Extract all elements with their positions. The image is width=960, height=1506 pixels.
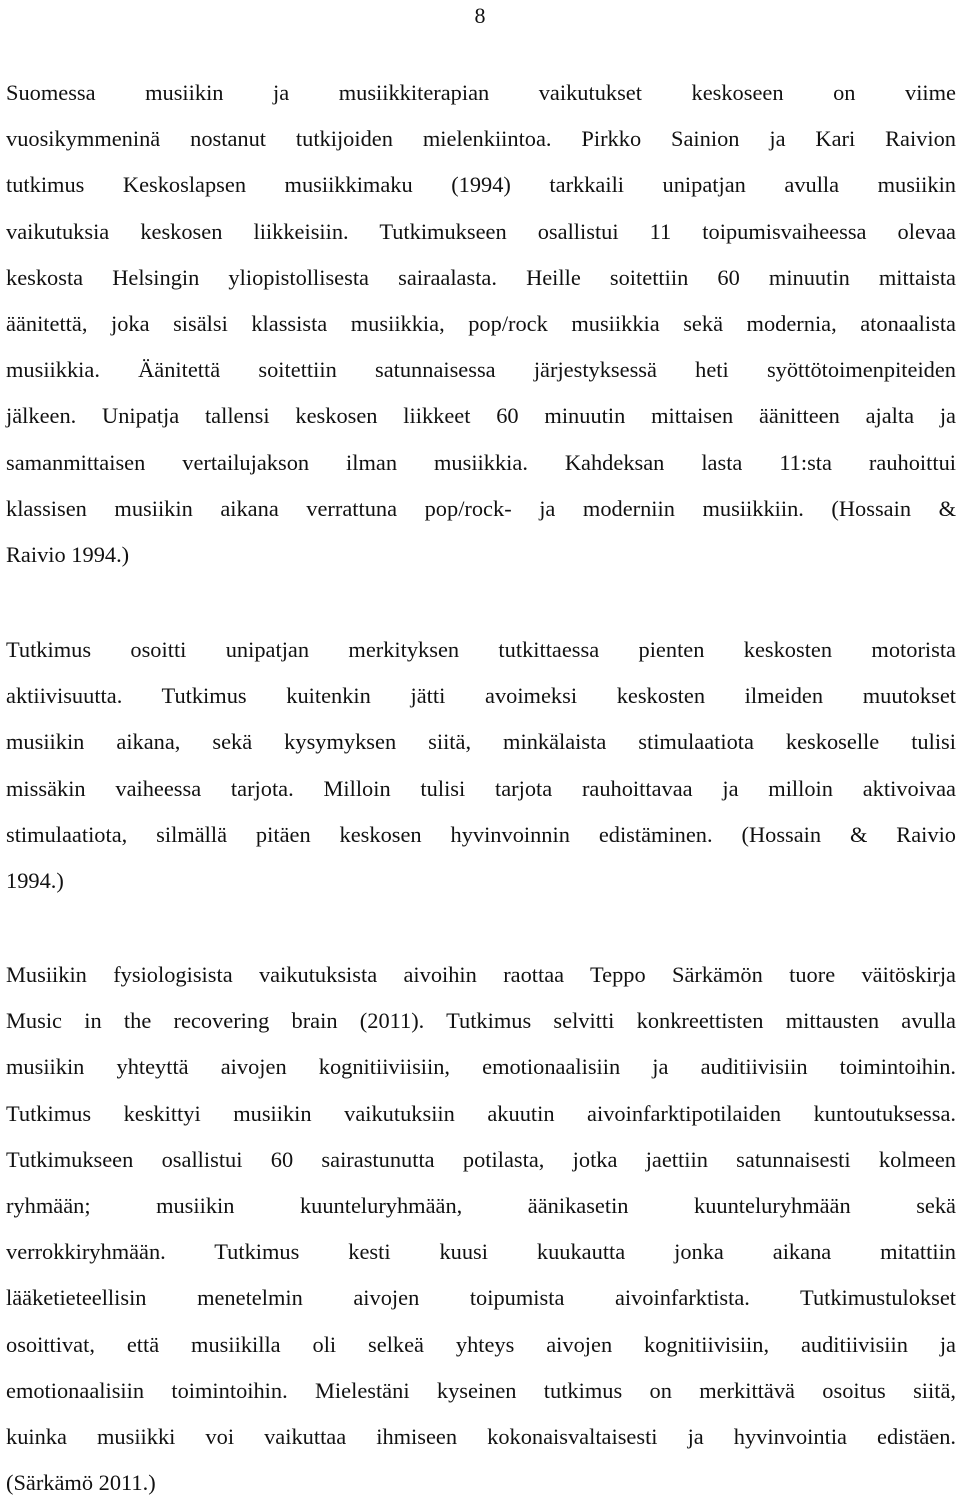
text-line: klassisen musiikin aikana verrattuna pop/rock- ja moderniin musiikkiin. (Hossain & [6,495,956,521]
text-line: missäkin vaiheessa tarjota. Milloin tulisi tarjota rauhoittavaa ja milloin aktivoivaa [6,775,956,801]
text-line: lääketieteellisin menetelmin aivojen toipumista aivoinfarktista. Tutkimustulokset [6,1285,956,1311]
text-line: Raivio 1994.) [6,542,130,568]
text-line: 1994.) [6,868,64,894]
text-line: kuinka musiikki voi vaikuttaa ihmiseen kokonaisvaltaisesti ja hyvinvointia edistäen. [6,1424,956,1450]
text-line: samanmittaisen vertailujakson ilman musiikkia. Kahdeksan lasta 11:sta rauhoittui [6,449,956,475]
text-line: stimulaatiota, silmällä pitäen keskosen hyvinvoinnin edistäminen. (Hossain & Raivio [6,821,956,847]
text-line: äänitettä, joka sisälsi klassista musiikkia, pop/rock musiikkia sekä modernia, atonaalista [6,311,956,337]
paragraph-study-findings [6,627,956,904]
text-line: musiikin aikana, sekä kysymyksen siitä, minkälaista stimulaatiota keskoselle tulisi [6,729,956,755]
text-line: musiikkia. Äänitettä soitettiin satunnaisessa järjestyksessä heti syöttötoimenpiteiden [6,357,956,383]
text-line: vaikutuksia keskosen liikkeisiin. Tutkimukseen osallistui 11 toipumisvaiheessa olevaa [6,218,956,244]
text-line: (Särkämö 2011.) [6,1470,156,1496]
paragraph-finnish-music-therapy-research [6,70,956,578]
text-line: tutkimus Keskoslapsen musiikkimaku (1994) tarkkaili unipatjan avulla musiikin [6,172,956,198]
text-line: Music in the recovering brain (2011). Tutkimus selvitti konkreettisten mittausten avulla [6,1008,956,1034]
paragraph-sarkamo-dissertation [6,952,956,1506]
text-line: Suomessa musiikin ja musiikkiterapian vaikutukset keskoseen on viime [6,80,956,105]
text-line: Musiikin fysiologisista vaikutuksista aivoihin raottaa Teppo Särkämön tuore väitöskirja [6,962,956,987]
text-line: Tutkimus osoitti unipatjan merkityksen tutkittaessa pienten keskosten motorista [6,637,956,662]
text-line: osoittivat, että musiikilla oli selkeä yhteys aivojen kognitiivisiin, auditiivisiin ja [6,1331,956,1357]
text-line: vuosikymmeninä nostanut tutkijoiden mielenkiintoa. Pirkko Sainion ja Kari Raivion [6,126,956,152]
text-line: musiikin yhteyttä aivojen kognitiiviisiin, emotionaalisiin ja auditiivisiin toimintoihin. [6,1054,956,1080]
text-line: ryhmään; musiikin kuunteluryhmään, äänikasetin kuunteluryhmään sekä [6,1193,956,1219]
text-line: jälkeen. Unipatja tallensi keskosen liikkeet 60 minuutin mittaisen äänitteen ajalta ja [6,403,956,429]
text-line: aktiivisuutta. Tutkimus kuitenkin jätti avoimeksi keskosten ilmeiden muutokset [6,683,956,709]
text-line: keskosta Helsingin yliopistollisesta sairaalasta. Heille soitettiin 60 minuutin mittaista [6,264,956,290]
text-line: emotionaalisiin toimintoihin. Mielestäni kyseinen tutkimus on merkittävä osoitus siitä, [6,1377,956,1403]
text-line: Tutkimus keskittyi musiikin vaikutuksiin akuutin aivoinfarktipotilaiden kuntoutuksessa. [6,1100,956,1126]
page-number: 8 [474,3,486,28]
text-line: Tutkimukseen osallistui 60 sairastunutta potilasta, jotka jaettiin satunnaisesti kolmeen [6,1146,956,1172]
text-line: verrokkiryhmään. Tutkimus kesti kuusi kuukautta jonka aikana mitattiin [6,1239,956,1265]
